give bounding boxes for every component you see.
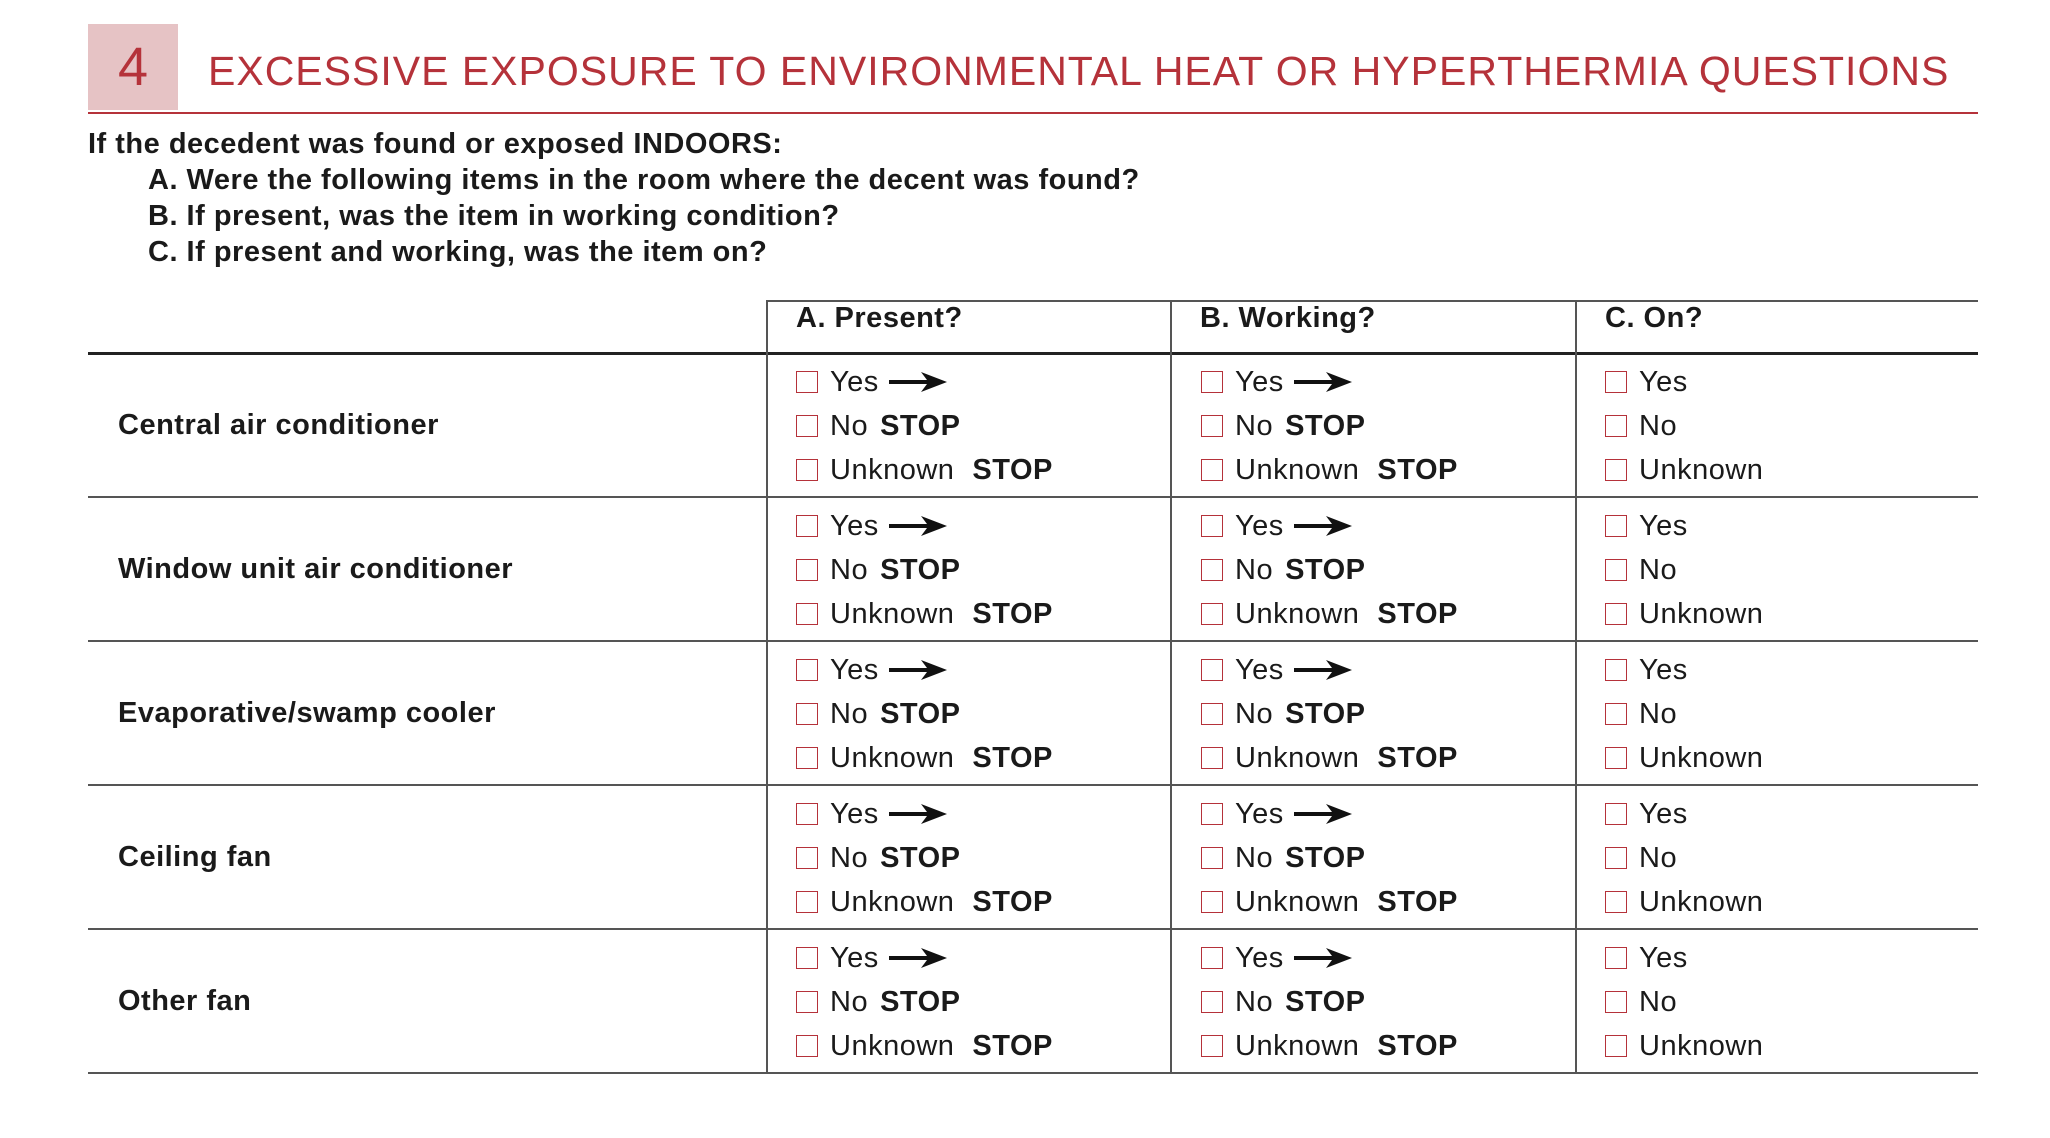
option-yes-label: Yes [1235,941,1284,974]
checkbox-icon[interactable] [1201,847,1223,869]
option-yes-label: Yes [1235,797,1284,830]
stop-label: STOP [1285,841,1366,874]
checkbox-icon[interactable] [1201,415,1223,437]
stop-label: STOP [1377,597,1458,630]
option-yes-label: Yes [1639,509,1688,542]
option-no-label: No [1639,409,1678,442]
option-no-present[interactable] [796,408,961,444]
option-yes-label: Yes [1639,941,1688,974]
option-no-label: No [830,985,869,1018]
option-yes-working[interactable] [1201,796,1354,832]
option-no-label: No [1639,985,1678,1018]
checkbox-icon[interactable] [1201,747,1223,769]
option-yes-present[interactable] [796,940,949,976]
option-unknown-label: Unknown [830,1029,955,1062]
column-divider [1170,300,1172,1074]
checkbox-icon[interactable] [796,559,818,581]
checkbox-icon[interactable] [1605,1035,1627,1057]
arrow-right-icon [887,945,949,971]
row-divider [88,928,1978,930]
checkbox-icon[interactable] [1605,703,1627,725]
option-yes-label: Yes [1235,365,1284,398]
option-no-working[interactable] [1201,552,1366,588]
row-divider [88,496,1978,498]
checkbox-icon[interactable] [1605,747,1627,769]
option-no-present[interactable] [796,984,961,1020]
option-no-label: No [1235,985,1274,1018]
stop-label: STOP [1285,697,1366,730]
checkbox-icon[interactable] [796,703,818,725]
section-number: 4 [88,24,178,110]
option-unknown-label: Unknown [1235,1029,1360,1062]
checkbox-icon[interactable] [1201,603,1223,625]
option-no-on[interactable] [1605,840,1677,876]
option-no-label: No [1235,409,1274,442]
option-yes-label: Yes [830,797,879,830]
checkbox-icon[interactable] [796,891,818,913]
arrow-right-icon [887,657,949,683]
column-header-present: A. Present? [796,302,963,334]
stop-label: STOP [880,841,961,874]
option-unknown-on[interactable] [1605,884,1763,920]
checkbox-icon[interactable] [796,371,818,393]
option-unknown-label: Unknown [830,741,955,774]
checkbox-icon[interactable] [796,415,818,437]
row-divider [88,784,1978,786]
checkbox-icon[interactable] [1201,947,1223,969]
option-no-working[interactable] [1201,984,1366,1020]
option-yes-present[interactable] [796,652,949,688]
stop-label: STOP [1285,985,1366,1018]
stop-label: STOP [1285,553,1366,586]
option-unknown-label: Unknown [1235,885,1360,918]
option-unknown-working[interactable] [1201,740,1458,776]
column-divider [766,300,768,1074]
option-yes-present[interactable] [796,508,949,544]
option-unknown-label: Unknown [1639,741,1764,774]
table-bottom-line [88,1072,1978,1074]
option-unknown-present[interactable] [796,1028,1053,1064]
option-no-label: No [830,553,869,586]
option-no-label: No [1235,697,1274,730]
checkbox-icon[interactable] [1605,459,1627,481]
checkbox-icon[interactable] [796,459,818,481]
checkbox-icon[interactable] [1605,603,1627,625]
option-yes-present[interactable] [796,796,949,832]
option-yes-label: Yes [830,653,879,686]
checkbox-icon[interactable] [1201,891,1223,913]
option-unknown-working[interactable] [1201,452,1458,488]
option-no-working[interactable] [1201,840,1366,876]
checkbox-icon[interactable] [1201,703,1223,725]
option-yes-label: Yes [830,941,879,974]
arrow-right-icon [1292,369,1354,395]
row-divider [88,640,1978,642]
option-yes-label: Yes [1639,365,1688,398]
checkbox-icon[interactable] [796,1035,818,1057]
option-yes-present[interactable] [796,364,949,400]
stop-label: STOP [972,453,1053,486]
stop-label: STOP [880,697,961,730]
row-label-other-fan: Other fan [118,985,252,1017]
option-no-label: No [830,409,869,442]
option-unknown-on[interactable] [1605,596,1763,632]
option-unknown-on[interactable] [1605,1028,1763,1064]
arrow-right-icon [887,801,949,827]
checkbox-icon[interactable] [1201,659,1223,681]
option-yes-on[interactable] [1605,508,1688,544]
option-yes-working[interactable] [1201,364,1354,400]
option-unknown-label: Unknown [830,453,955,486]
arrow-right-icon [1292,801,1354,827]
checkbox-icon[interactable] [1201,459,1223,481]
column-header-working: B. Working? [1200,302,1376,334]
header-bottom-line [88,352,1978,355]
stop-label: STOP [1285,409,1366,442]
stop-label: STOP [972,885,1053,918]
stop-label: STOP [1377,1029,1458,1062]
option-no-on[interactable] [1605,552,1677,588]
option-no-present[interactable] [796,840,961,876]
stop-label: STOP [972,1029,1053,1062]
stop-label: STOP [880,985,961,1018]
option-no-label: No [1639,553,1678,586]
option-unknown-label: Unknown [830,597,955,630]
option-unknown-label: Unknown [1235,741,1360,774]
checkbox-icon[interactable] [1605,415,1627,437]
row-label-ceiling-fan: Ceiling fan [118,841,272,873]
stop-label: STOP [880,553,961,586]
option-unknown-label: Unknown [1639,885,1764,918]
option-yes-working[interactable] [1201,508,1354,544]
checkbox-icon[interactable] [796,659,818,681]
instruction-c: C. If present and working, was the item on? [148,236,768,268]
checkbox-icon[interactable] [1201,515,1223,537]
option-yes-label: Yes [1639,653,1688,686]
option-no-present[interactable] [796,696,961,732]
checkbox-icon[interactable] [1605,559,1627,581]
arrow-right-icon [887,513,949,539]
option-unknown-label: Unknown [1235,453,1360,486]
row-label-central-air: Central air conditioner [118,409,439,441]
row-label-window-unit: Window unit air conditioner [118,553,514,585]
checkbox-icon[interactable] [1201,803,1223,825]
option-no-present[interactable] [796,552,961,588]
checkbox-icon[interactable] [1605,515,1627,537]
option-no-working[interactable] [1201,408,1366,444]
checkbox-icon[interactable] [1605,991,1627,1013]
arrow-right-icon [1292,657,1354,683]
option-no-label: No [1639,841,1678,874]
option-yes-working[interactable] [1201,652,1354,688]
option-yes-label: Yes [1639,797,1688,830]
instruction-a: A. Were the following items in the room where the decent was found? [148,164,1140,196]
checkbox-icon[interactable] [1605,803,1627,825]
section-title: EXCESSIVE EXPOSURE TO ENVIRONMENTAL HEAT OR HYPERTHERMIA QUESTIONS [208,48,1950,94]
stop-label: STOP [1377,453,1458,486]
option-no-on[interactable] [1605,408,1677,444]
option-unknown-on[interactable] [1605,452,1763,488]
instructions-intro: If the decedent was found or exposed INDOORS: [88,128,783,160]
option-no-on[interactable] [1605,696,1677,732]
column-header-on: C. On? [1605,302,1704,334]
option-unknown-label: Unknown [1639,597,1764,630]
option-unknown-working[interactable] [1201,884,1458,920]
stop-label: STOP [972,597,1053,630]
option-yes-label: Yes [1235,653,1284,686]
stop-label: STOP [880,409,961,442]
row-label-evaporative-cooler: Evaporative/swamp cooler [118,697,496,729]
option-yes-on[interactable] [1605,796,1688,832]
instruction-b: B. If present, was the item in working condition? [148,200,840,232]
arrow-right-icon [887,369,949,395]
stop-label: STOP [1377,885,1458,918]
checkbox-icon[interactable] [796,847,818,869]
option-unknown-present[interactable] [796,596,1053,632]
column-divider [1575,300,1577,1074]
option-unknown-present[interactable] [796,884,1053,920]
option-no-label: No [830,697,869,730]
option-yes-on[interactable] [1605,364,1688,400]
section-header [88,24,1978,114]
option-no-label: No [1235,553,1274,586]
option-unknown-working[interactable] [1201,596,1458,632]
checkbox-icon[interactable] [1201,1035,1223,1057]
option-unknown-present[interactable] [796,452,1053,488]
option-no-label: No [1235,841,1274,874]
checkbox-icon[interactable] [1605,371,1627,393]
checkbox-icon[interactable] [1605,847,1627,869]
option-yes-label: Yes [830,365,879,398]
option-unknown-label: Unknown [1639,1029,1764,1062]
stop-label: STOP [1377,741,1458,774]
checkbox-icon[interactable] [796,991,818,1013]
option-unknown-label: Unknown [830,885,955,918]
instructions [88,126,1140,270]
checkbox-icon[interactable] [1201,991,1223,1013]
checkbox-icon[interactable] [796,515,818,537]
checkbox-icon[interactable] [1605,947,1627,969]
option-unknown-label: Unknown [1235,597,1360,630]
option-yes-label: Yes [830,509,879,542]
checkbox-icon[interactable] [796,803,818,825]
checkbox-icon[interactable] [796,947,818,969]
option-yes-on[interactable] [1605,940,1688,976]
checkbox-icon[interactable] [1201,559,1223,581]
checkbox-icon[interactable] [1201,371,1223,393]
arrow-right-icon [1292,945,1354,971]
option-unknown-label: Unknown [1639,453,1764,486]
option-unknown-on[interactable] [1605,740,1763,776]
option-no-label: No [1639,697,1678,730]
option-yes-on[interactable] [1605,652,1688,688]
checkbox-icon[interactable] [1605,659,1627,681]
option-no-on[interactable] [1605,984,1677,1020]
arrow-right-icon [1292,513,1354,539]
option-yes-working[interactable] [1201,940,1354,976]
option-no-label: No [830,841,869,874]
option-unknown-present[interactable] [796,740,1053,776]
checkbox-icon[interactable] [796,603,818,625]
stop-label: STOP [972,741,1053,774]
option-yes-label: Yes [1235,509,1284,542]
checkbox-icon[interactable] [1605,891,1627,913]
option-unknown-working[interactable] [1201,1028,1458,1064]
checkbox-icon[interactable] [796,747,818,769]
option-no-working[interactable] [1201,696,1366,732]
